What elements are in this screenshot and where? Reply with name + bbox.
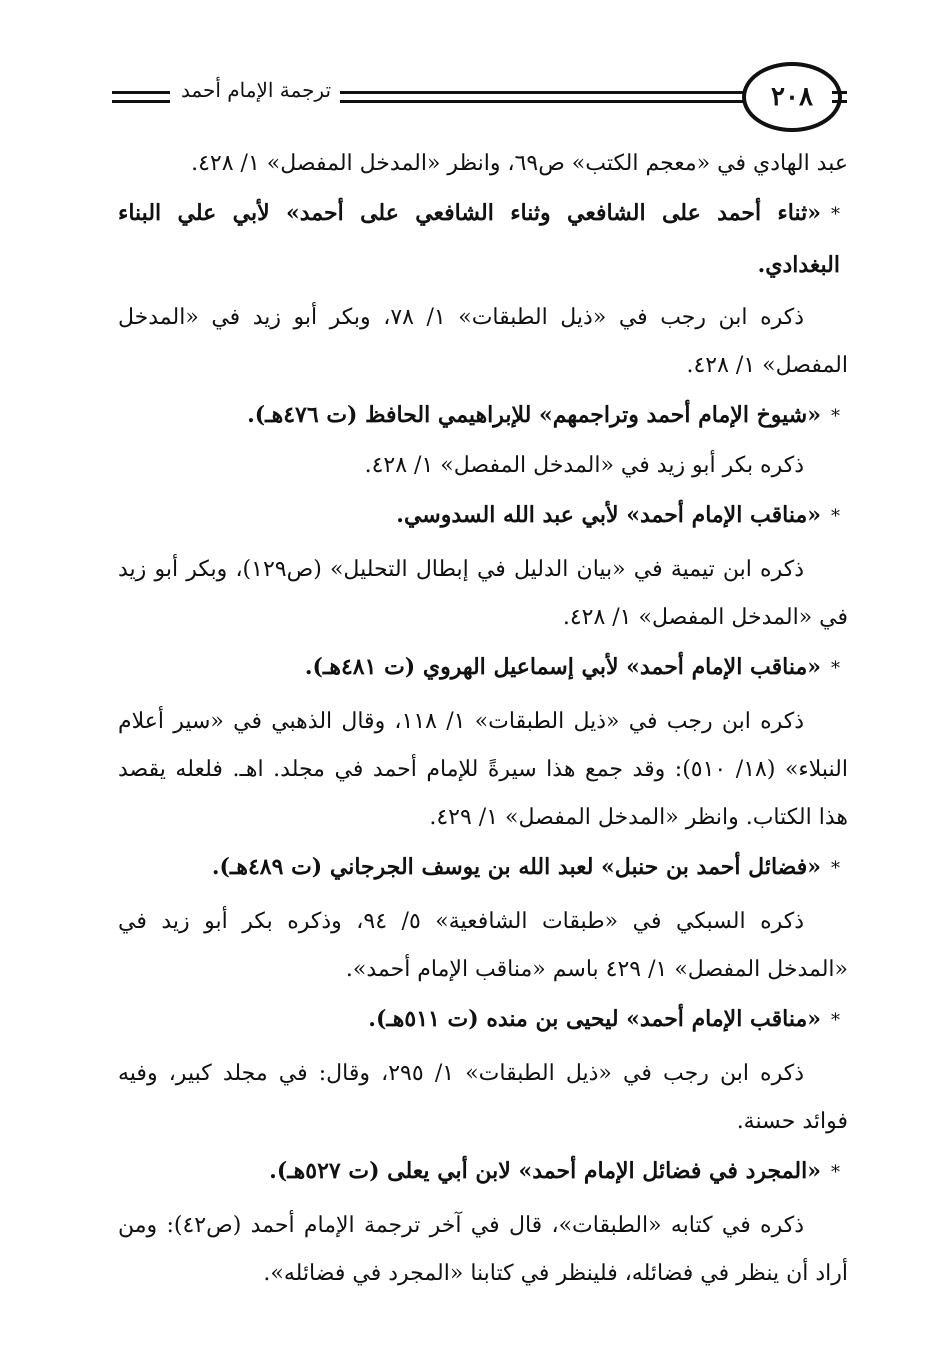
page-number: ٢٠٨ — [742, 62, 842, 132]
book-entry — [118, 642, 848, 694]
header-rule — [832, 100, 847, 103]
paragraph: ذكره ابن تيمية في «بيان الدليل في إبطال التحليل» (ص١٢٩)، وبكر أبو زيد في «المدخل المفصل» ١/ ٤٢٨. — [118, 557, 848, 630]
paragraph: ذكره السبكي في «طبقات الشافعية» ٥/ ٩٤، وذكره بكر أبو زيد في «المدخل المفصل» ١/ ٤٢٩ باسم «مناقب الإمام أحمد». — [118, 909, 848, 982]
book-entry — [118, 188, 848, 290]
header-rule — [112, 100, 170, 103]
asterisk-marker: * — [831, 406, 840, 427]
asterisk-marker: * — [831, 506, 840, 527]
header-rule — [340, 100, 744, 103]
paragraph: عبد الهادي في «معجم الكتب» ص٦٩، وانظر «المدخل المفصل» ١/ ٤٢٨. — [191, 151, 848, 176]
book-entry — [118, 842, 848, 894]
book-entry — [118, 390, 848, 442]
header-rule — [112, 91, 170, 94]
paragraph: ذكره ابن رجب في «ذيل الطبقات» ١/ ٢٩٥، وقال: في مجلد كبير، وفيه فوائد حسنة. — [118, 1061, 848, 1134]
paragraph: ذكره ابن رجب في «ذيل الطبقات» ١/ ٧٨، وبكر أبو زيد في «المدخل المفصل» ١/ ٤٢٨. — [118, 305, 848, 378]
book-entry-title: «شيوخ الإمام أحمد وتراجمهم» للإبراهيمي الحافظ (ت ٤٧٦هـ). — [247, 402, 821, 428]
book-entry — [118, 490, 848, 542]
book-entry-title: «مناقب الإمام أحمد» لأبي إسماعيل الهروي (ت ٤٨١هـ). — [304, 654, 821, 680]
header-rule — [340, 91, 744, 94]
paragraph: ذكره بكر أبو زيد في «المدخل المفصل» ١/ ٤٢٨. — [364, 453, 804, 478]
paragraph: ذكره ابن رجب في «ذيل الطبقات» ١/ ١١٨، وقال الذهبي في «سير أعلام النبلاء» (١٨/ ٥١٠): وقد جمع هذا سيرةً للإمام أحمد في مجلد. اهـ. فلعله يقصد هذا الكتاب. وانظر «المدخل المفصل» ١/ ٤٢٩. — [118, 709, 848, 830]
asterisk-marker: * — [831, 858, 840, 879]
page-body — [118, 140, 848, 1298]
book-entry-title: «ثناء أحمد على الشافعي وثناء الشافعي على أحمد» لأبي علي البناء البغدادي. — [118, 200, 840, 278]
header-rule — [832, 91, 847, 94]
book-entry-title: «مناقب الإمام أحمد» لأبي عبد الله السدوسي. — [396, 502, 821, 528]
asterisk-marker: * — [831, 1010, 840, 1031]
asterisk-marker: * — [831, 204, 840, 225]
book-entry — [118, 1146, 848, 1198]
book-entry — [118, 994, 848, 1046]
book-entry-title: «المجرد في فضائل الإمام أحمد» لابن أبي يعلى (ت ٥٢٧هـ). — [269, 1158, 821, 1184]
running-title: ترجمة الإمام أحمد — [180, 78, 332, 102]
asterisk-marker: * — [831, 1162, 840, 1183]
asterisk-marker: * — [831, 658, 840, 679]
book-entry-title: «مناقب الإمام أحمد» ليحيى بن منده (ت ٥١١هـ). — [368, 1006, 821, 1032]
book-entry-title: «فضائل أحمد بن حنبل» لعبد الله بن يوسف الجرجاني (ت ٤٨٩هـ). — [211, 854, 821, 880]
page-header — [112, 58, 847, 138]
paragraph: ذكره في كتابه «الطبقات»، قال في آخر ترجمة الإمام أحمد (ص٤٢): ومن أراد أن ينظر في فضائله، فلينظر في كتابنا «المجرد في فضائله». — [118, 1213, 848, 1286]
